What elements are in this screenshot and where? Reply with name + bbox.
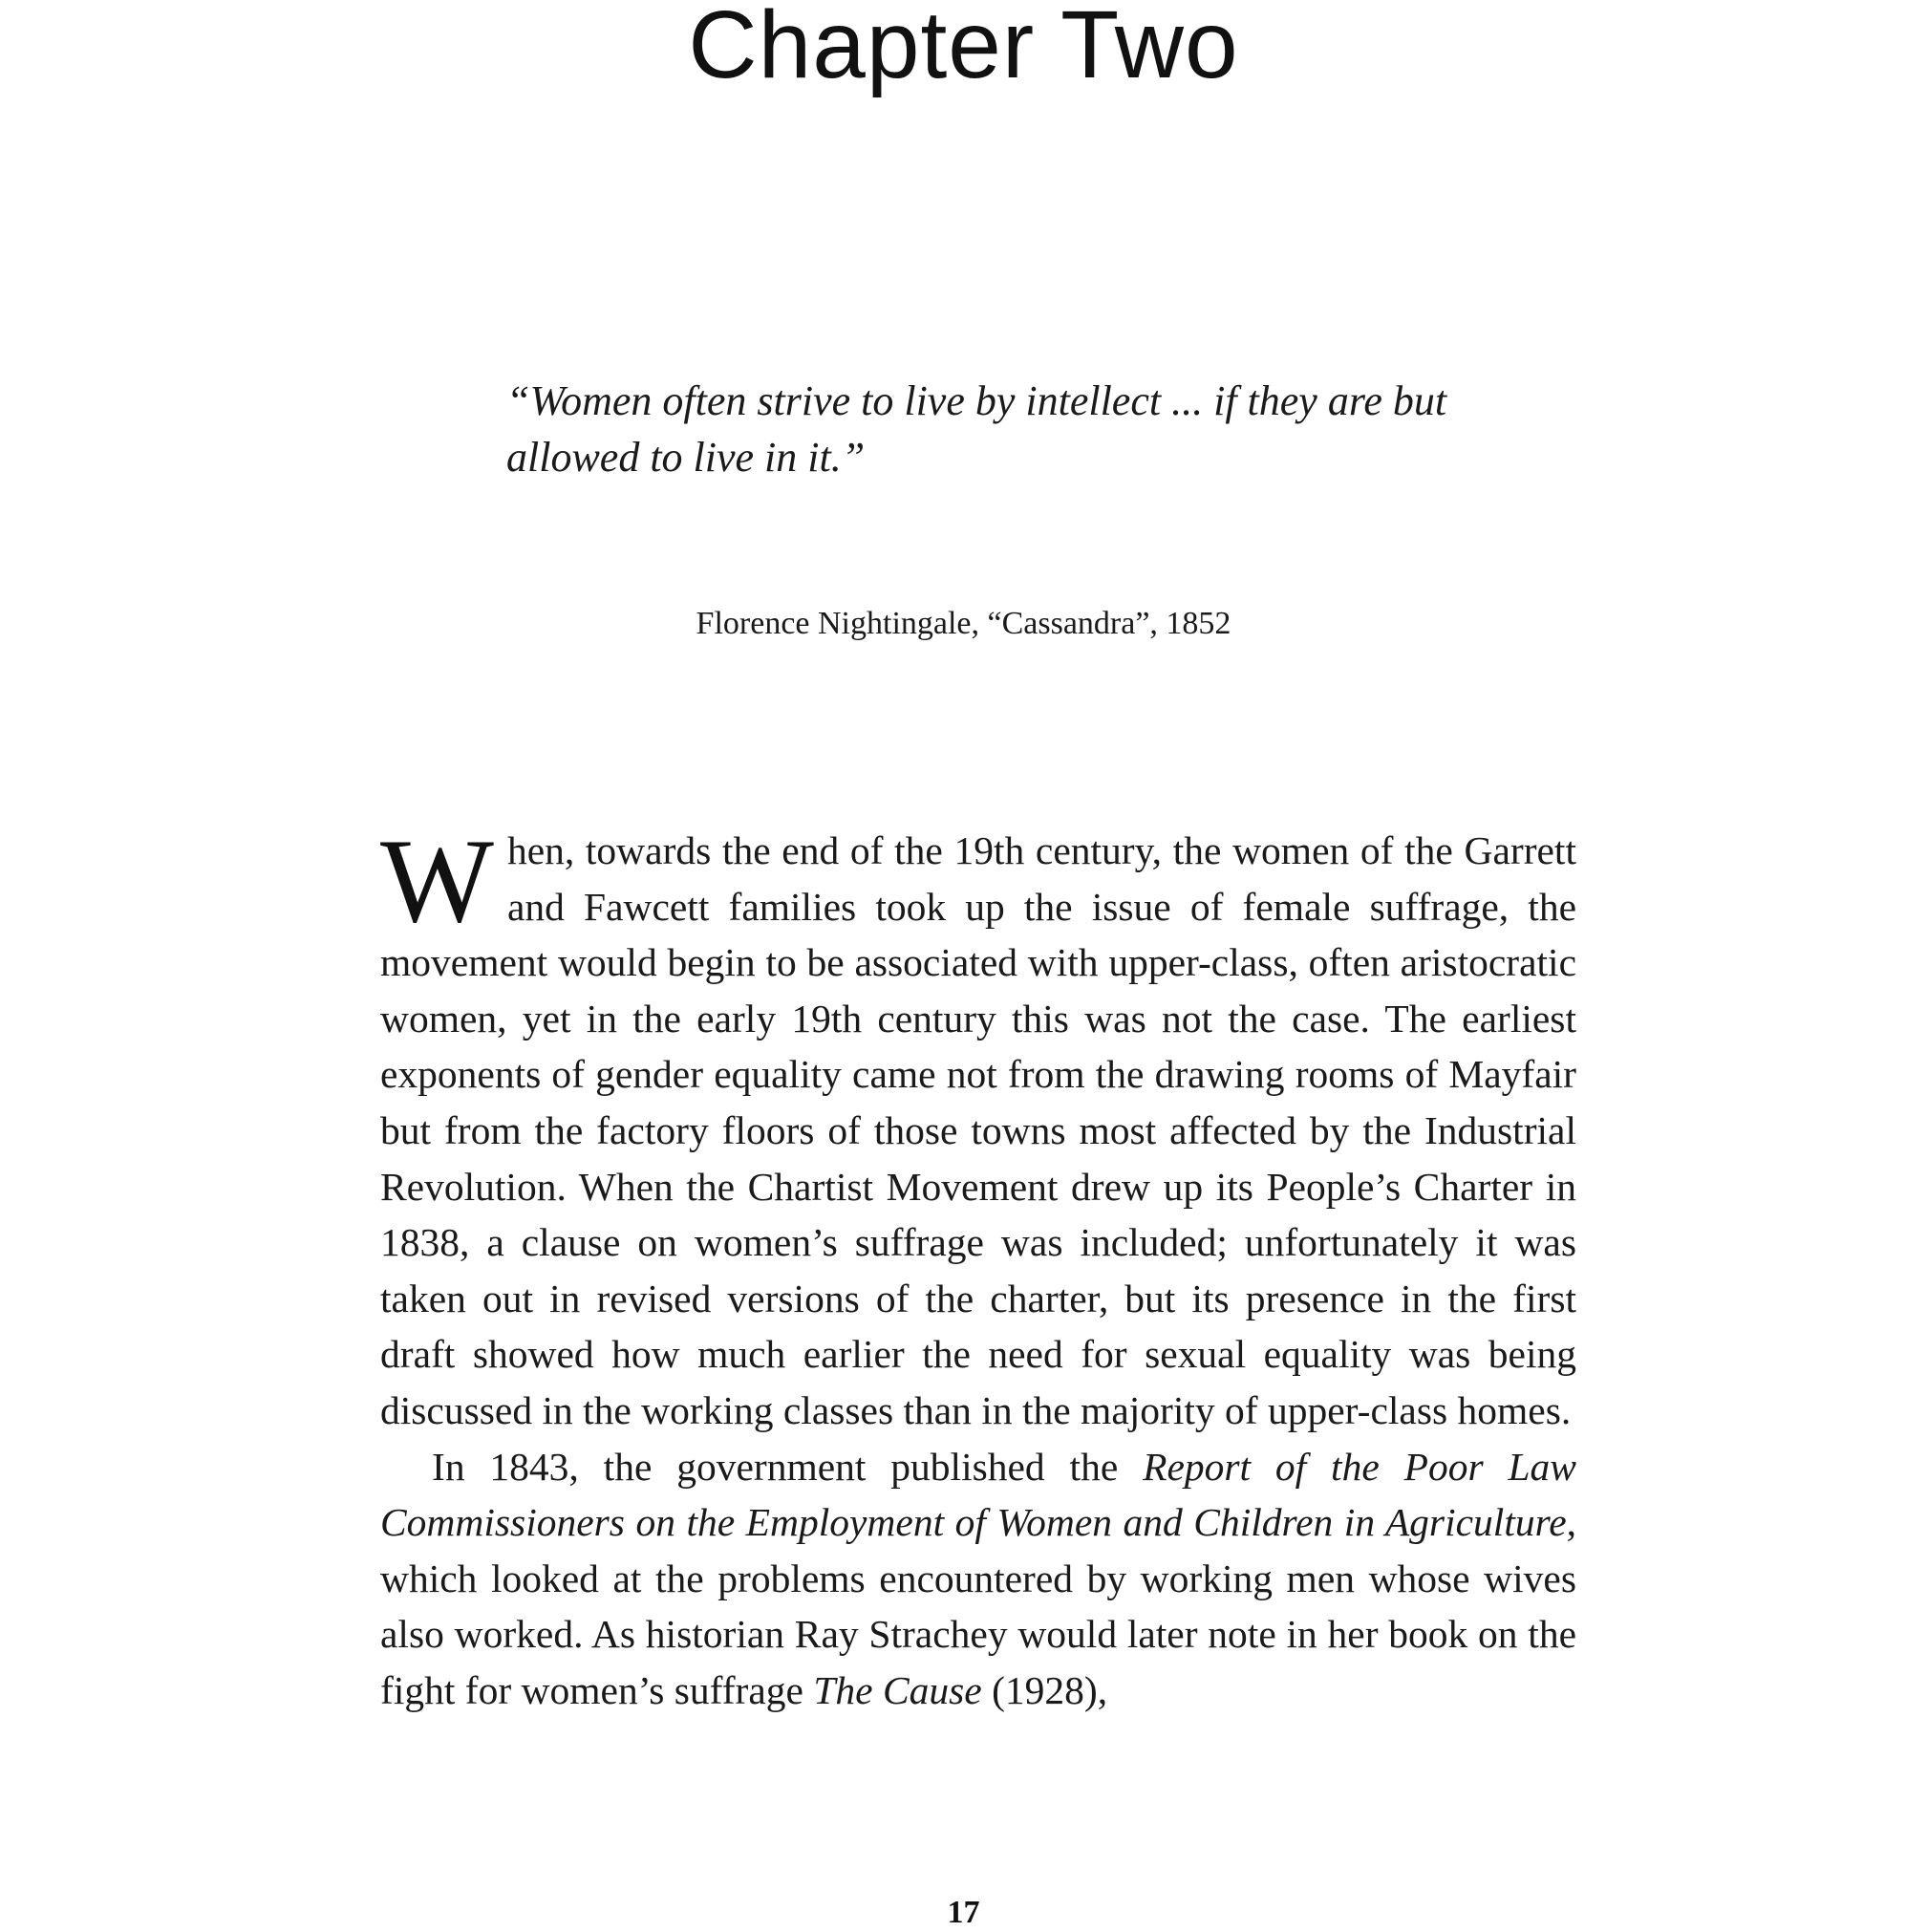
epigraph-attribution: Florence Nightingale, “Cassandra”, 1852: [696, 606, 1231, 641]
page-number: 17: [947, 1895, 980, 1930]
paragraph-text: (1928),: [981, 1667, 1108, 1712]
paragraph-text: In 1843, the government published the: [432, 1444, 1144, 1489]
body-text: [380, 815, 1576, 1719]
paragraph: [380, 1439, 1576, 1719]
epigraph-quote: “Women often strive to live by intellect ... if they are but allowed to live in it.”: [506, 377, 1447, 481]
chapter-title: Chapter Two: [688, 0, 1239, 98]
paragraph: [380, 815, 1576, 1439]
drop-cap: W: [380, 815, 494, 948]
paragraph-text: hen, towards the end of the 19th century, the women of the Garrett and Fawcett families took up the issue of female suffrage, the movement would begin to be associated with upper-class, often aristocratic women, yet in the early 19th century this was not the case. The earliest exponents of gender equality came not from the drawing rooms of Mayfair but from the factory floors of those towns most affected by the Industrial Revolution. When the Chartist Movement drew up its People’s Charter in 1838, a clause on women’s suffrage was included; unfortunately it was taken out in revised versions of the charter, but its presence in the first draft showed how much earlier the need for sexual equality was being discussed in the working classes than in the majority of upper-class homes.: [380, 828, 1576, 1432]
report-title: Report of the Poor Law Commissioners on the Employment of Women and Children in Agriculture: [380, 1444, 1576, 1545]
paragraph-text: , which looked at the problems encountered by working men whose wives also worked. As historian Ray Strachey would later note in her book on the fight for women’s suffrage: [380, 1500, 1576, 1712]
book-title: The Cause: [813, 1667, 982, 1712]
